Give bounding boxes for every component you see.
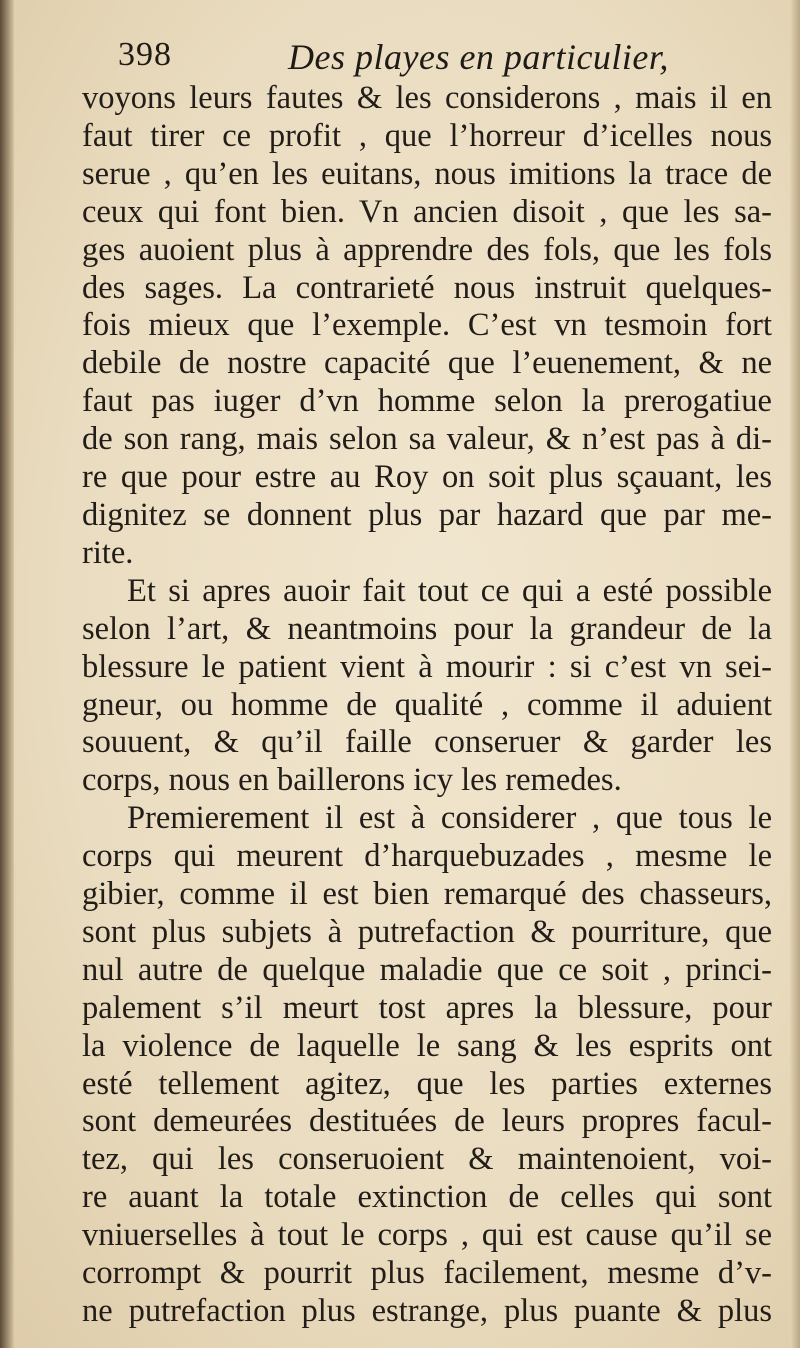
text-line: des sages. La contrarieté nous instruit quelques- [82, 269, 772, 306]
text-line: corps qui meurent d’harquebuzades , mesme le [82, 838, 772, 875]
text-line: voyons leurs fautes & les considerons , mais il en [82, 80, 772, 116]
text-line: gneur, ou homme de qualité , comme il aduient [82, 686, 772, 723]
text-line: fois mieux que l’exemple. C’est vn tesmoin fort [82, 307, 772, 344]
text-line: souuent, & qu’il faille conseruer & garder les [82, 724, 772, 761]
text-line: tez, qui les conseruoient & maintenoient, voi- [82, 1141, 772, 1178]
text-line: sont demeurées destituées de leurs propres facul- [82, 1103, 772, 1140]
running-head: Des playes en particulier, [288, 37, 669, 77]
page-header [118, 36, 738, 82]
text-line: nul autre de quelque maladie que ce soit , princi- [82, 951, 772, 988]
text-line: esté tellement agitez, que les parties externes [82, 1065, 772, 1102]
text-line: debile de nostre capacité que l’euenement, & ne [82, 345, 772, 382]
paragraph-end-line: rite. [82, 534, 134, 571]
text-line: gibier, comme il est bien remarqué des chasseurs, [82, 876, 772, 913]
body-text [82, 80, 772, 1331]
text-line: faut pas iuger d’vn homme selon la prerogatiue [82, 383, 772, 420]
text-line: la violence de laquelle le sang & les esprits ont [82, 1027, 772, 1064]
paragraph-start-line: Et si apres auoir fait tout ce qui a esté possible [127, 572, 772, 609]
text-line: ges auoient plus à apprendre des fols, que les fols [82, 231, 772, 268]
text-line: serue , qu’en les euitans, nous imitions la trace de [82, 155, 772, 192]
text-line: ne putrefaction plus estrange, plus puante & plus [82, 1293, 772, 1329]
text-line: selon l’art, & neantmoins pour la grandeur de la [82, 610, 772, 647]
text-line: ceux qui font bien. Vn ancien disoit , que les sa- [82, 193, 772, 230]
text-line: re auant la totale extinction de celles qui sont [82, 1179, 772, 1216]
paragraph-end-line: corps, nous en baillerons icy les remedes. [82, 762, 622, 799]
text-line: re que pour estre au Roy on soit plus sçauant, les [82, 459, 772, 496]
paragraph-start-line: Premierement il est à considerer , que tous le [127, 800, 772, 837]
text-line: dignitez se donnent plus par hazard que par me- [82, 496, 772, 533]
page-number: 398 [118, 36, 172, 73]
page-edge [790, 0, 800, 1348]
text-line: de son rang, mais selon sa valeur, & n’est pas à di- [82, 421, 772, 458]
text-line: blessure le patient vient à mourir : si c’est vn sei- [82, 648, 772, 685]
text-line: corrompt & pourrit plus facilement, mesme d’v- [82, 1255, 772, 1292]
text-line: sont plus subjets à putrefaction & pourriture, que [82, 913, 772, 950]
text-line: vniuerselles à tout le corps , qui est cause qu’il se [82, 1217, 772, 1254]
text-line: faut tirer ce profit , que l’horreur d’icelles nous [82, 117, 772, 154]
page-gutter [0, 0, 14, 1348]
text-line: palement s’il meurt tost apres la blessure, pour [82, 989, 772, 1026]
